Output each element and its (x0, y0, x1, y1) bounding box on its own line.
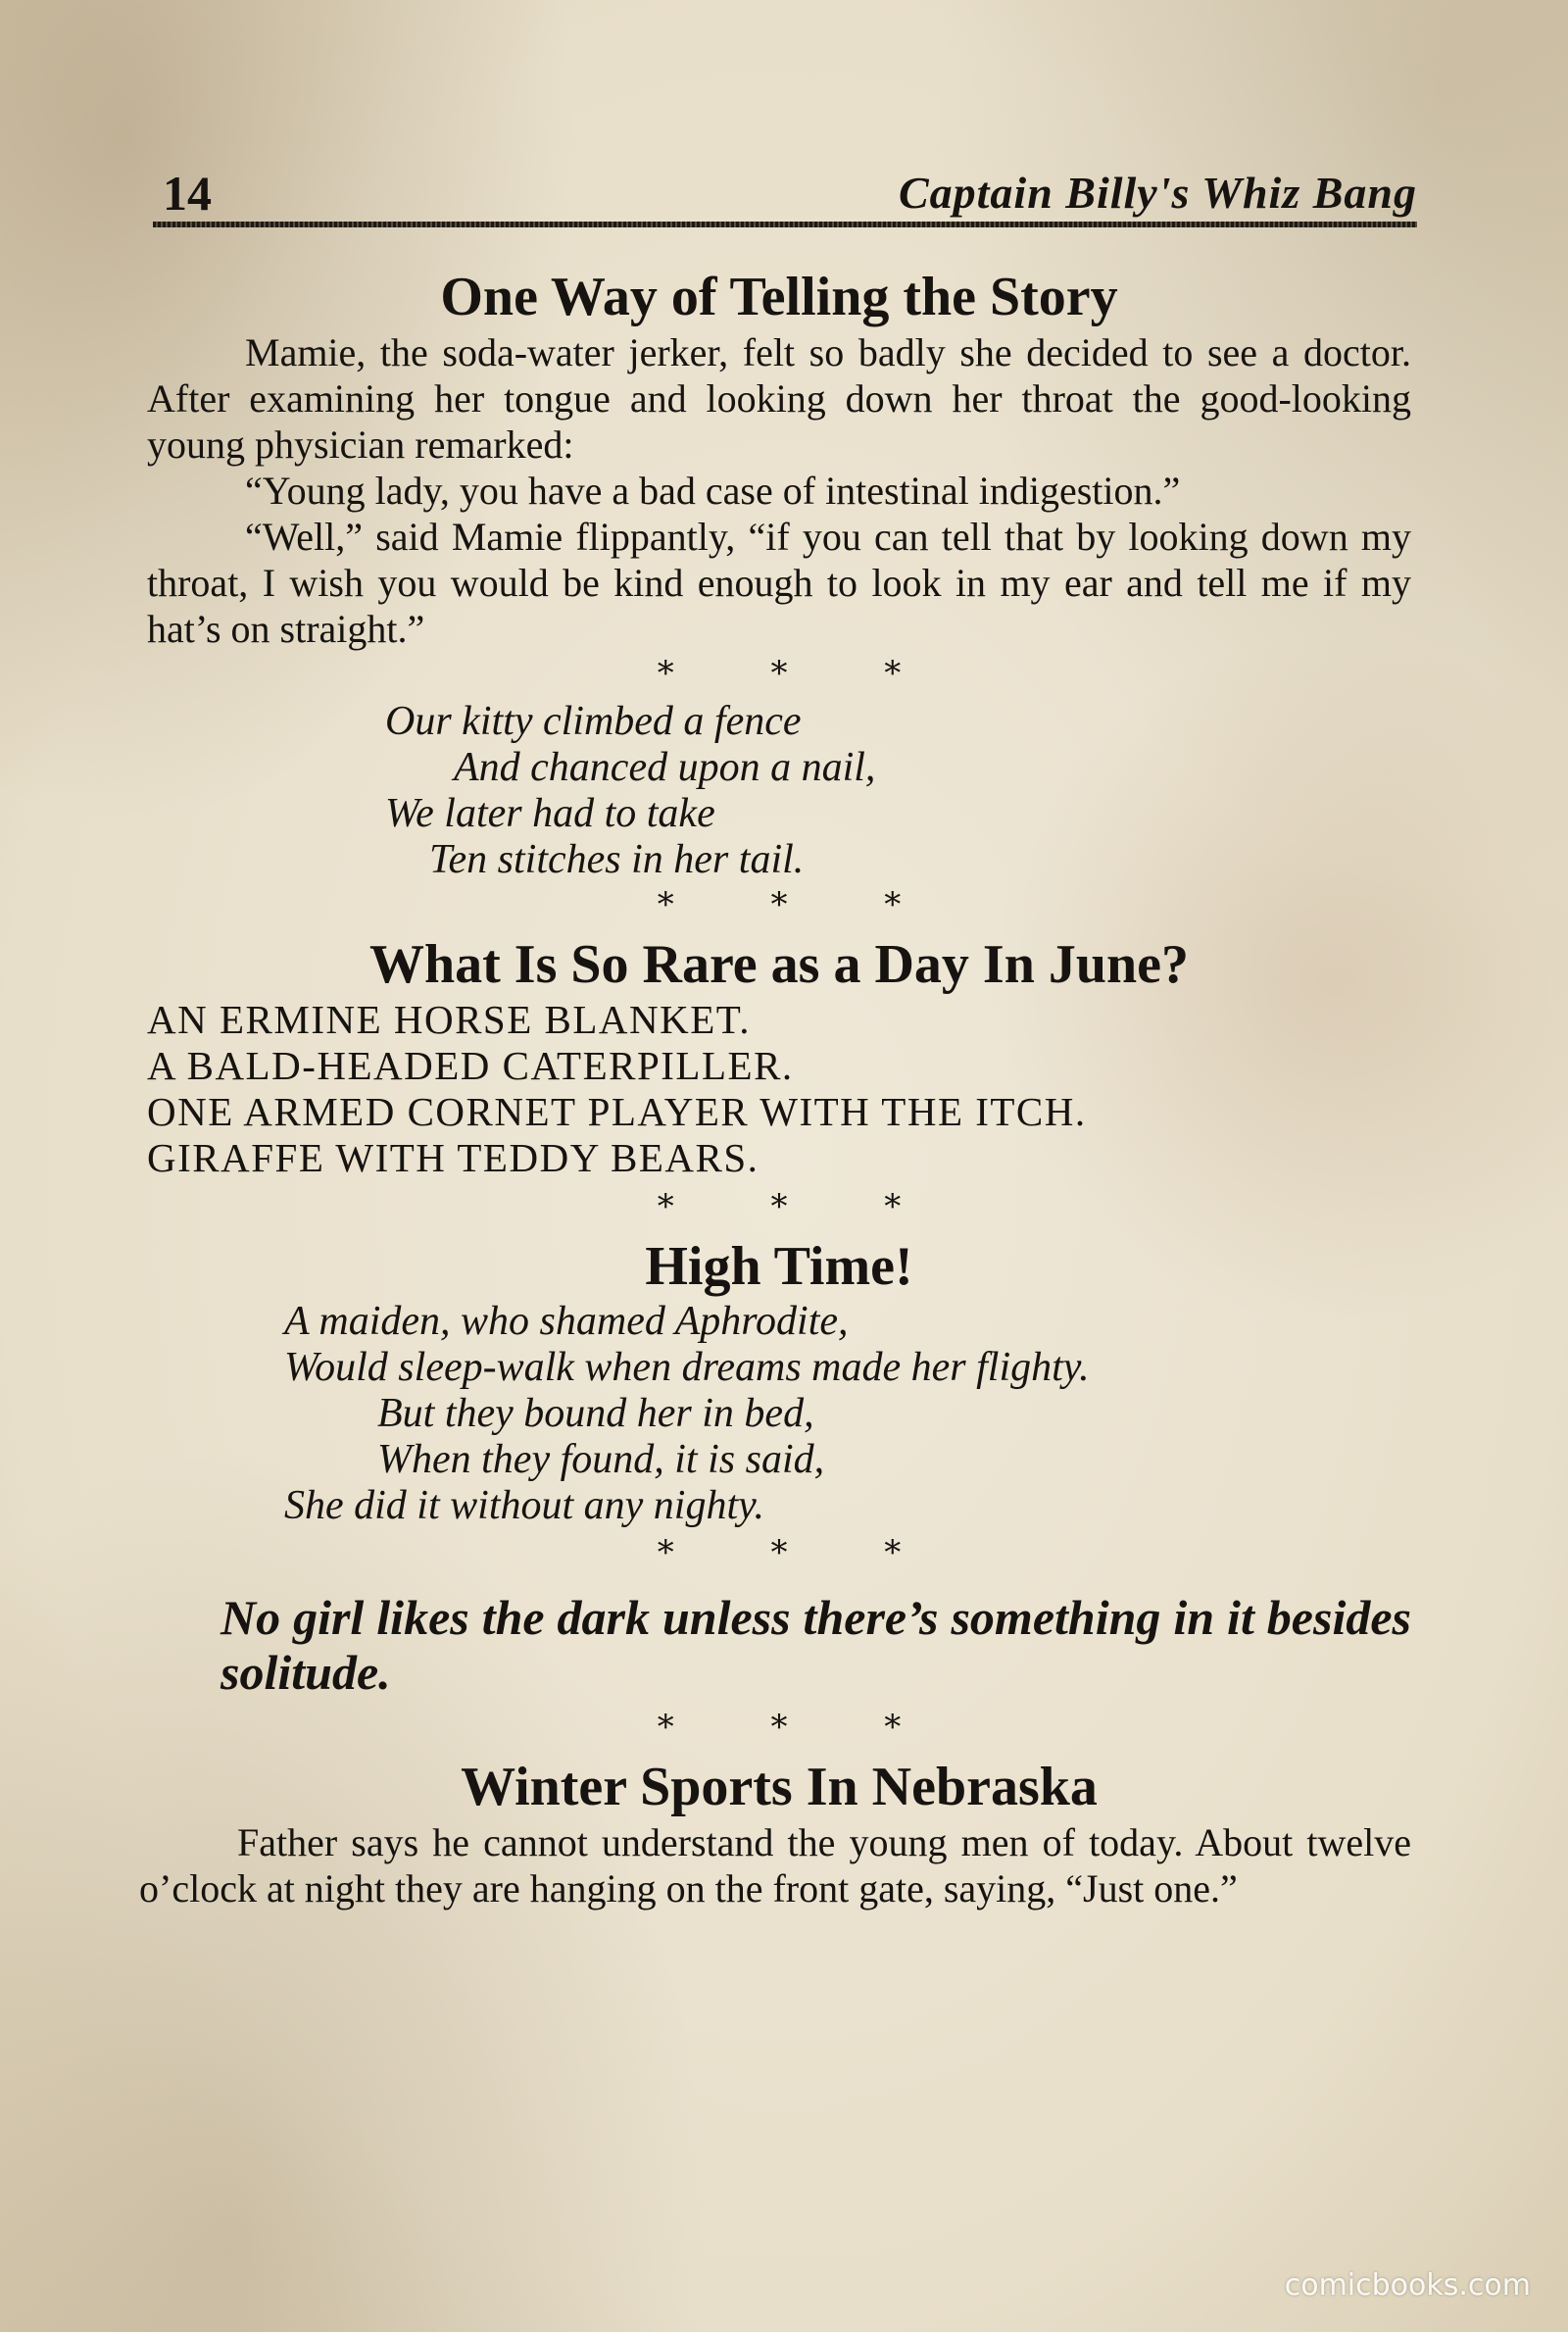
section-separator: * * * (657, 885, 945, 924)
section-separator: * * * (657, 1708, 945, 1747)
poem-line: Ten stitches in her tail. (429, 837, 805, 882)
story-paragraph: Mamie, the soda-water jerker, felt so badly she decided to see a doctor. After examining her tongue and looking down her throat the good-looking young physician remarked: (147, 330, 1411, 467)
poem-line: But they bound her in bed, (377, 1391, 814, 1436)
story-paragraph: Father says he cannot understand the young men of today. About twelve o’clock at night they are hanging on the front gate, saying, “Just one.” (139, 1820, 1411, 1910)
running-title: Captain Billy's Whiz Bang (898, 168, 1417, 218)
quip-text: No girl likes the dark unless there’s something in it besides solitude. (220, 1590, 1411, 1700)
poem-line: Would sleep-walk when dreams made her flighty. (284, 1345, 1090, 1390)
story-title: One Way of Telling the Story (440, 267, 1118, 327)
kitty-poem (385, 699, 1411, 883)
rare-items-list (147, 997, 1411, 1181)
poem-line: When they found, it is said, (377, 1437, 825, 1482)
story-title: What Is So Rare as a Day In June? (369, 934, 1189, 995)
story-winter-sports (139, 1755, 1411, 1911)
limerick (284, 1299, 1411, 1529)
section-separator: * * * (657, 654, 945, 693)
story-title: Winter Sports In Nebraska (461, 1757, 1098, 1817)
story-rare-june (147, 932, 1411, 1181)
watermark: comicbooks.com (1284, 2268, 1531, 2303)
page-number: 14 (163, 166, 212, 221)
section-separator: * * * (657, 1533, 945, 1572)
list-item: GIRAFFE WITH TEDDY BEARS. (147, 1135, 760, 1180)
list-item: A BALD-HEADED CATERPILLER. (147, 1043, 794, 1088)
list-item: AN ERMINE HORSE BLANKET. (147, 997, 752, 1042)
list-item: ONE ARMED CORNET PLAYER WITH THE ITCH. (147, 1089, 1087, 1134)
poem-line: Our kitty climbed a fence (385, 699, 802, 744)
story-paragraph: “Young lady, you have a bad case of intestinal indigestion.” (245, 469, 1181, 513)
page-header (153, 157, 1417, 235)
poem-line: We later had to take (385, 791, 715, 836)
page-content (139, 265, 1411, 1911)
story-title: High Time! (645, 1236, 913, 1297)
story-paragraph: “Well,” said Mamie flippantly, “if you can tell that by looking down my throat, I wish you would be kind enough to look in my ear and tell me if my hat’s on straight.” (147, 515, 1411, 651)
poem-line: A maiden, who shamed Aphrodite, (284, 1299, 849, 1344)
story-one-way (147, 265, 1411, 652)
poem-line: And chanced upon a nail, (454, 745, 876, 790)
section-separator: * * * (657, 1187, 945, 1226)
story-high-time (147, 1234, 1411, 1529)
header-rule (153, 222, 1417, 227)
poem-line: She did it without any nighty. (284, 1483, 764, 1528)
